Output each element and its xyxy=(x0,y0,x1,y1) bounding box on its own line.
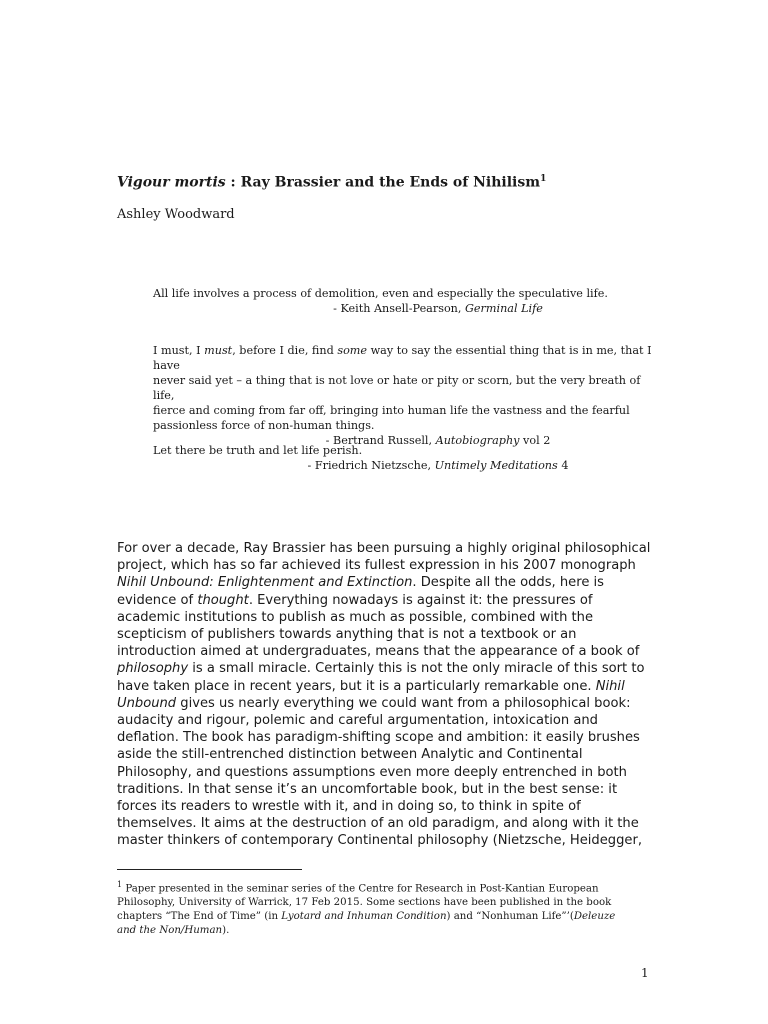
author-name: Ashley Woodward xyxy=(117,207,235,222)
epigraph-quote: All life involves a process of demolition, even and especially the speculative life. xyxy=(153,287,608,300)
body-line: audacity and rigour, polemic and careful argumentation, intoxication and xyxy=(117,713,598,729)
body-line: deflation. The book has paradigm-shifting scope and ambition: it easily brushes xyxy=(117,730,640,746)
epigraph-quote-line: passionless force of non-human things. xyxy=(153,419,375,432)
title-italic: Vigour mortis xyxy=(117,174,226,191)
page-number: 1 xyxy=(641,966,649,980)
epigraph-attribution: - Keith Ansell-Pearson, Germinal Life xyxy=(333,302,543,315)
footnote-marker: 1 xyxy=(117,880,123,889)
body-line: philosophy is a small miracle. Certainly this is not the only miracle of this sort to xyxy=(117,661,645,677)
body-line: themselves. It aims at the destruction of an old paradigm, and along with it the xyxy=(117,816,639,832)
epigraph xyxy=(153,343,663,448)
epigraph-attribution: - Friedrich Nietzsche, Untimely Meditations 4 xyxy=(307,459,569,472)
title-rest: : Ray Brassier and the Ends of Nihilism xyxy=(225,174,541,191)
footnote-line: $^1$ Paper presented in the seminar series of the Centre for Research in Post-Kantian European xyxy=(117,880,599,895)
footnote xyxy=(117,878,647,938)
epigraph-quote-line: never said yet – a thing that is not love or hate or pity or scorn, but the very breath of life, xyxy=(153,374,641,402)
footnote-line: and the Non/Human). xyxy=(117,925,230,937)
body-line: For over a decade, Ray Brassier has been pursuing a highly original philosophical xyxy=(117,541,651,556)
footnote-separator xyxy=(117,869,302,870)
epigraph-quote-line: I must, I must, before I die, find some way to say the essential thing that is in me, that I have xyxy=(153,344,652,372)
epigraph-attribution: - Bertrand Russell, Autobiography vol 2 xyxy=(325,434,551,447)
body-line: evidence of thought. Everything nowadays is against it: the pressures of xyxy=(117,592,593,608)
footnote-line: chapters “The End of Time” (in Lyotard and Inhuman Condition) and “Nonhuman Life”’(Deleuze xyxy=(117,911,616,923)
body-line: scepticism of publishers towards anything that is not a textbook or an xyxy=(117,627,577,643)
body-paragraph xyxy=(117,540,657,850)
body-line: traditions. In that sense it’s an uncomfortable book, but in the best sense: it xyxy=(117,781,618,797)
body-line: introduction aimed at undergraduates, means that the appearance of a book of xyxy=(117,644,640,660)
footnote-ref[interactable]: 1 xyxy=(540,174,547,184)
epigraph-quote: Let there be truth and let life perish. xyxy=(153,444,363,457)
body-line: aside the still-entrenched distinction between Analytic and Continental xyxy=(117,747,583,763)
document-title xyxy=(117,174,546,191)
epigraph-quote-line: fierce and coming from far off, bringing into human life the vastness and the fearful xyxy=(153,404,630,417)
body-line: Philosophy, and questions assumptions even more deeply entrenched in both xyxy=(117,764,627,780)
body-line: academic institutions to publish as much as possible, combined with the xyxy=(117,609,594,625)
body-line: Nihil Unbound: Enlightenment and Extinction. Despite all the odds, here is xyxy=(117,575,604,591)
epigraph xyxy=(153,286,663,316)
body-line: have taken place in recent years, but it is a particularly remarkable one. Nihil xyxy=(117,678,625,694)
footnote-line: Philosophy, University of Warrick, 17 Feb 2015. Some sections have been published in the book xyxy=(117,897,612,909)
body-line: project, which has so far achieved its fullest expression in his 2007 monograph xyxy=(117,558,636,574)
body-line: Unbound gives us nearly everything we could want from a philosophical book: xyxy=(117,695,631,711)
body-line: forces its readers to wrestle with it, and in doing so, to think in spite of xyxy=(117,799,581,815)
epigraph xyxy=(153,443,663,473)
body-line: master thinkers of contemporary Continental philosophy (Nietzsche, Heidegger, xyxy=(117,833,643,849)
